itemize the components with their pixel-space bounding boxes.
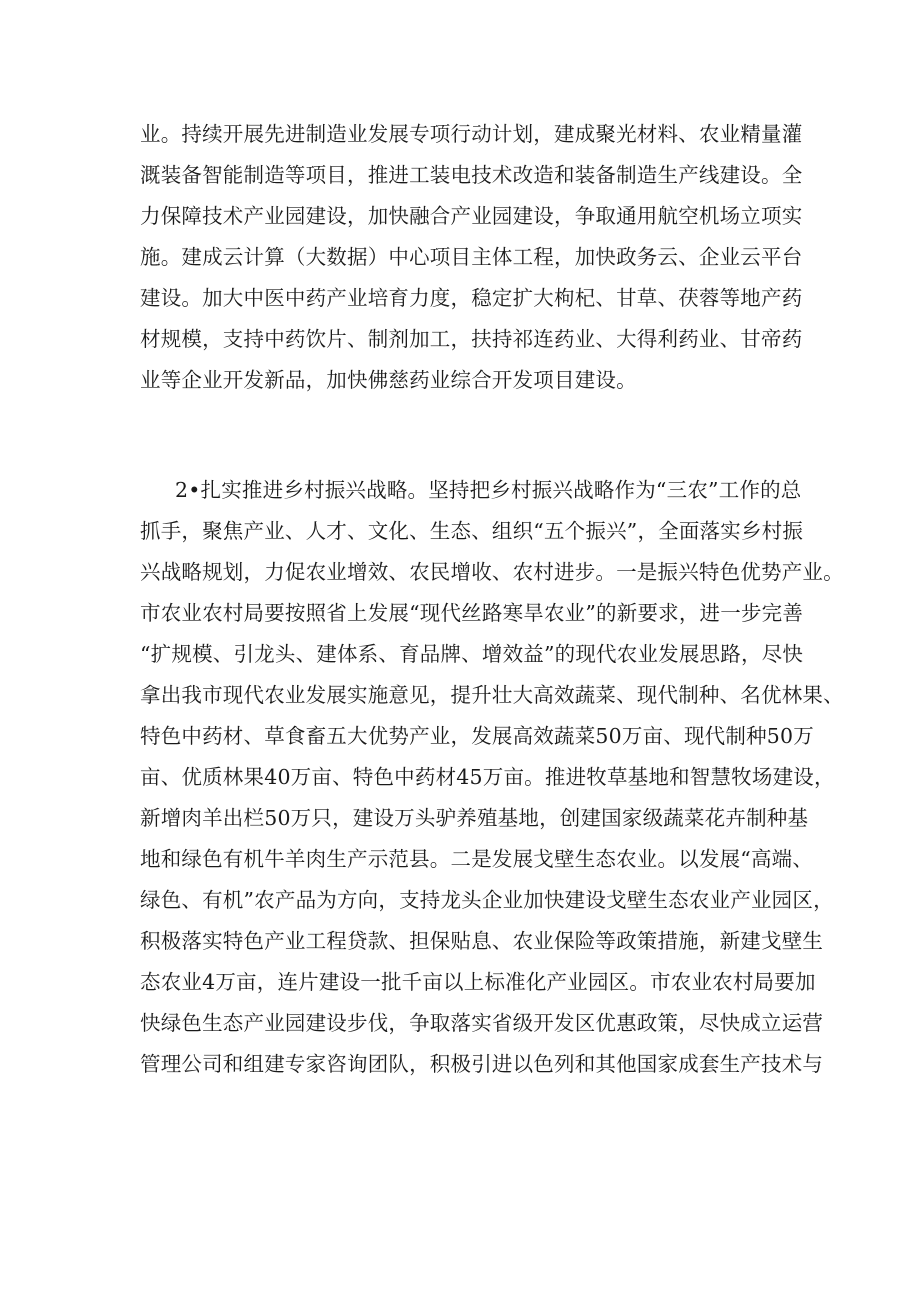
text-line: 态农业4万亩，连片建设一批千亩以上标准化产业园区。市农业农村局要加	[140, 970, 816, 994]
text-line: 材规模，支持中药饮片、制剂加工，扶持祁连药业、大得利药业、甘帝药	[140, 327, 803, 351]
text-line: 地和绿色有机牛羊肉生产示范县。二是发展戈壁生态农业。以发展“高端、	[140, 847, 814, 871]
text-line: 抓手，聚焦产业、人才、文化、生态、组织“五个振兴”，全面落实乡村振	[140, 519, 804, 543]
text-line: 业。持续开展先进制造业发展专项行动计划，建成聚光材料、农业精量灌	[140, 122, 803, 146]
text-line: 拿出我市现代农业发展实施意见，提升壮大高效蔬菜、现代制种、名优林果、	[140, 683, 844, 707]
text-line: 绿色、有机”农产品为方向，支持龙头企业加快建设戈壁生态农业产业园区，	[140, 888, 834, 912]
text-line: 2•扎实推进乡村振兴战略。坚持把乡村振兴战略作为“三农”工作的总	[175, 478, 802, 502]
text-line: 施。建成云计算（大数据）中心项目主体工程，加快政务云、企业云平台	[140, 245, 803, 269]
paragraph-rural-revitalization	[140, 470, 844, 1085]
paragraph-industry	[140, 114, 803, 401]
text-line: “扩规模、引龙头、建体系、育品牌、增效益”的现代农业发展思路，尽快	[140, 642, 804, 666]
text-line: 特色中药材、草食畜五大优势产业，发展高效蔬菜50万亩、现代制种50万	[140, 724, 814, 748]
text-line: 市农业农村局要按照省上发展“现代丝路寒旱农业”的新要求，进一步完善	[140, 601, 804, 625]
text-line: 兴战略规划，力促农业增效、农民增收、农村进步。一是振兴特色优势产业。	[140, 560, 844, 584]
text-line: 溉装备智能制造等项目，推进工装电技术改造和装备制造生产线建设。全	[140, 163, 803, 187]
text-line: 管理公司和组建专家咨询团队，积极引进以色列和其他国家成套生产技术与	[140, 1052, 824, 1076]
text-line: 新增肉羊出栏50万只，建设万头驴养殖基地，创建国家级蔬菜花卉制种基	[140, 806, 809, 830]
text-line: 建设。加大中医中药产业培育力度，稳定扩大枸杞、甘草、茯蓉等地产药	[140, 286, 803, 310]
text-line: 业等企业开发新品，加快佛慈药业综合开发项目建设。	[140, 368, 637, 392]
text-line: 亩、优质林果40万亩、特色中药材45万亩。推进牧草基地和智慧牧场建设，	[140, 765, 835, 789]
text-line: 积极落实特色产业工程贷款、担保贴息、农业保险等政策措施，新建戈壁生	[140, 929, 824, 953]
text-line: 力保障技术产业园建设，加快融合产业园建设，争取通用航空机场立项实	[140, 204, 803, 228]
text-line: 快绿色生态产业园建设步伐，争取落实省级开发区优惠政策，尽快成立运营	[140, 1011, 824, 1035]
